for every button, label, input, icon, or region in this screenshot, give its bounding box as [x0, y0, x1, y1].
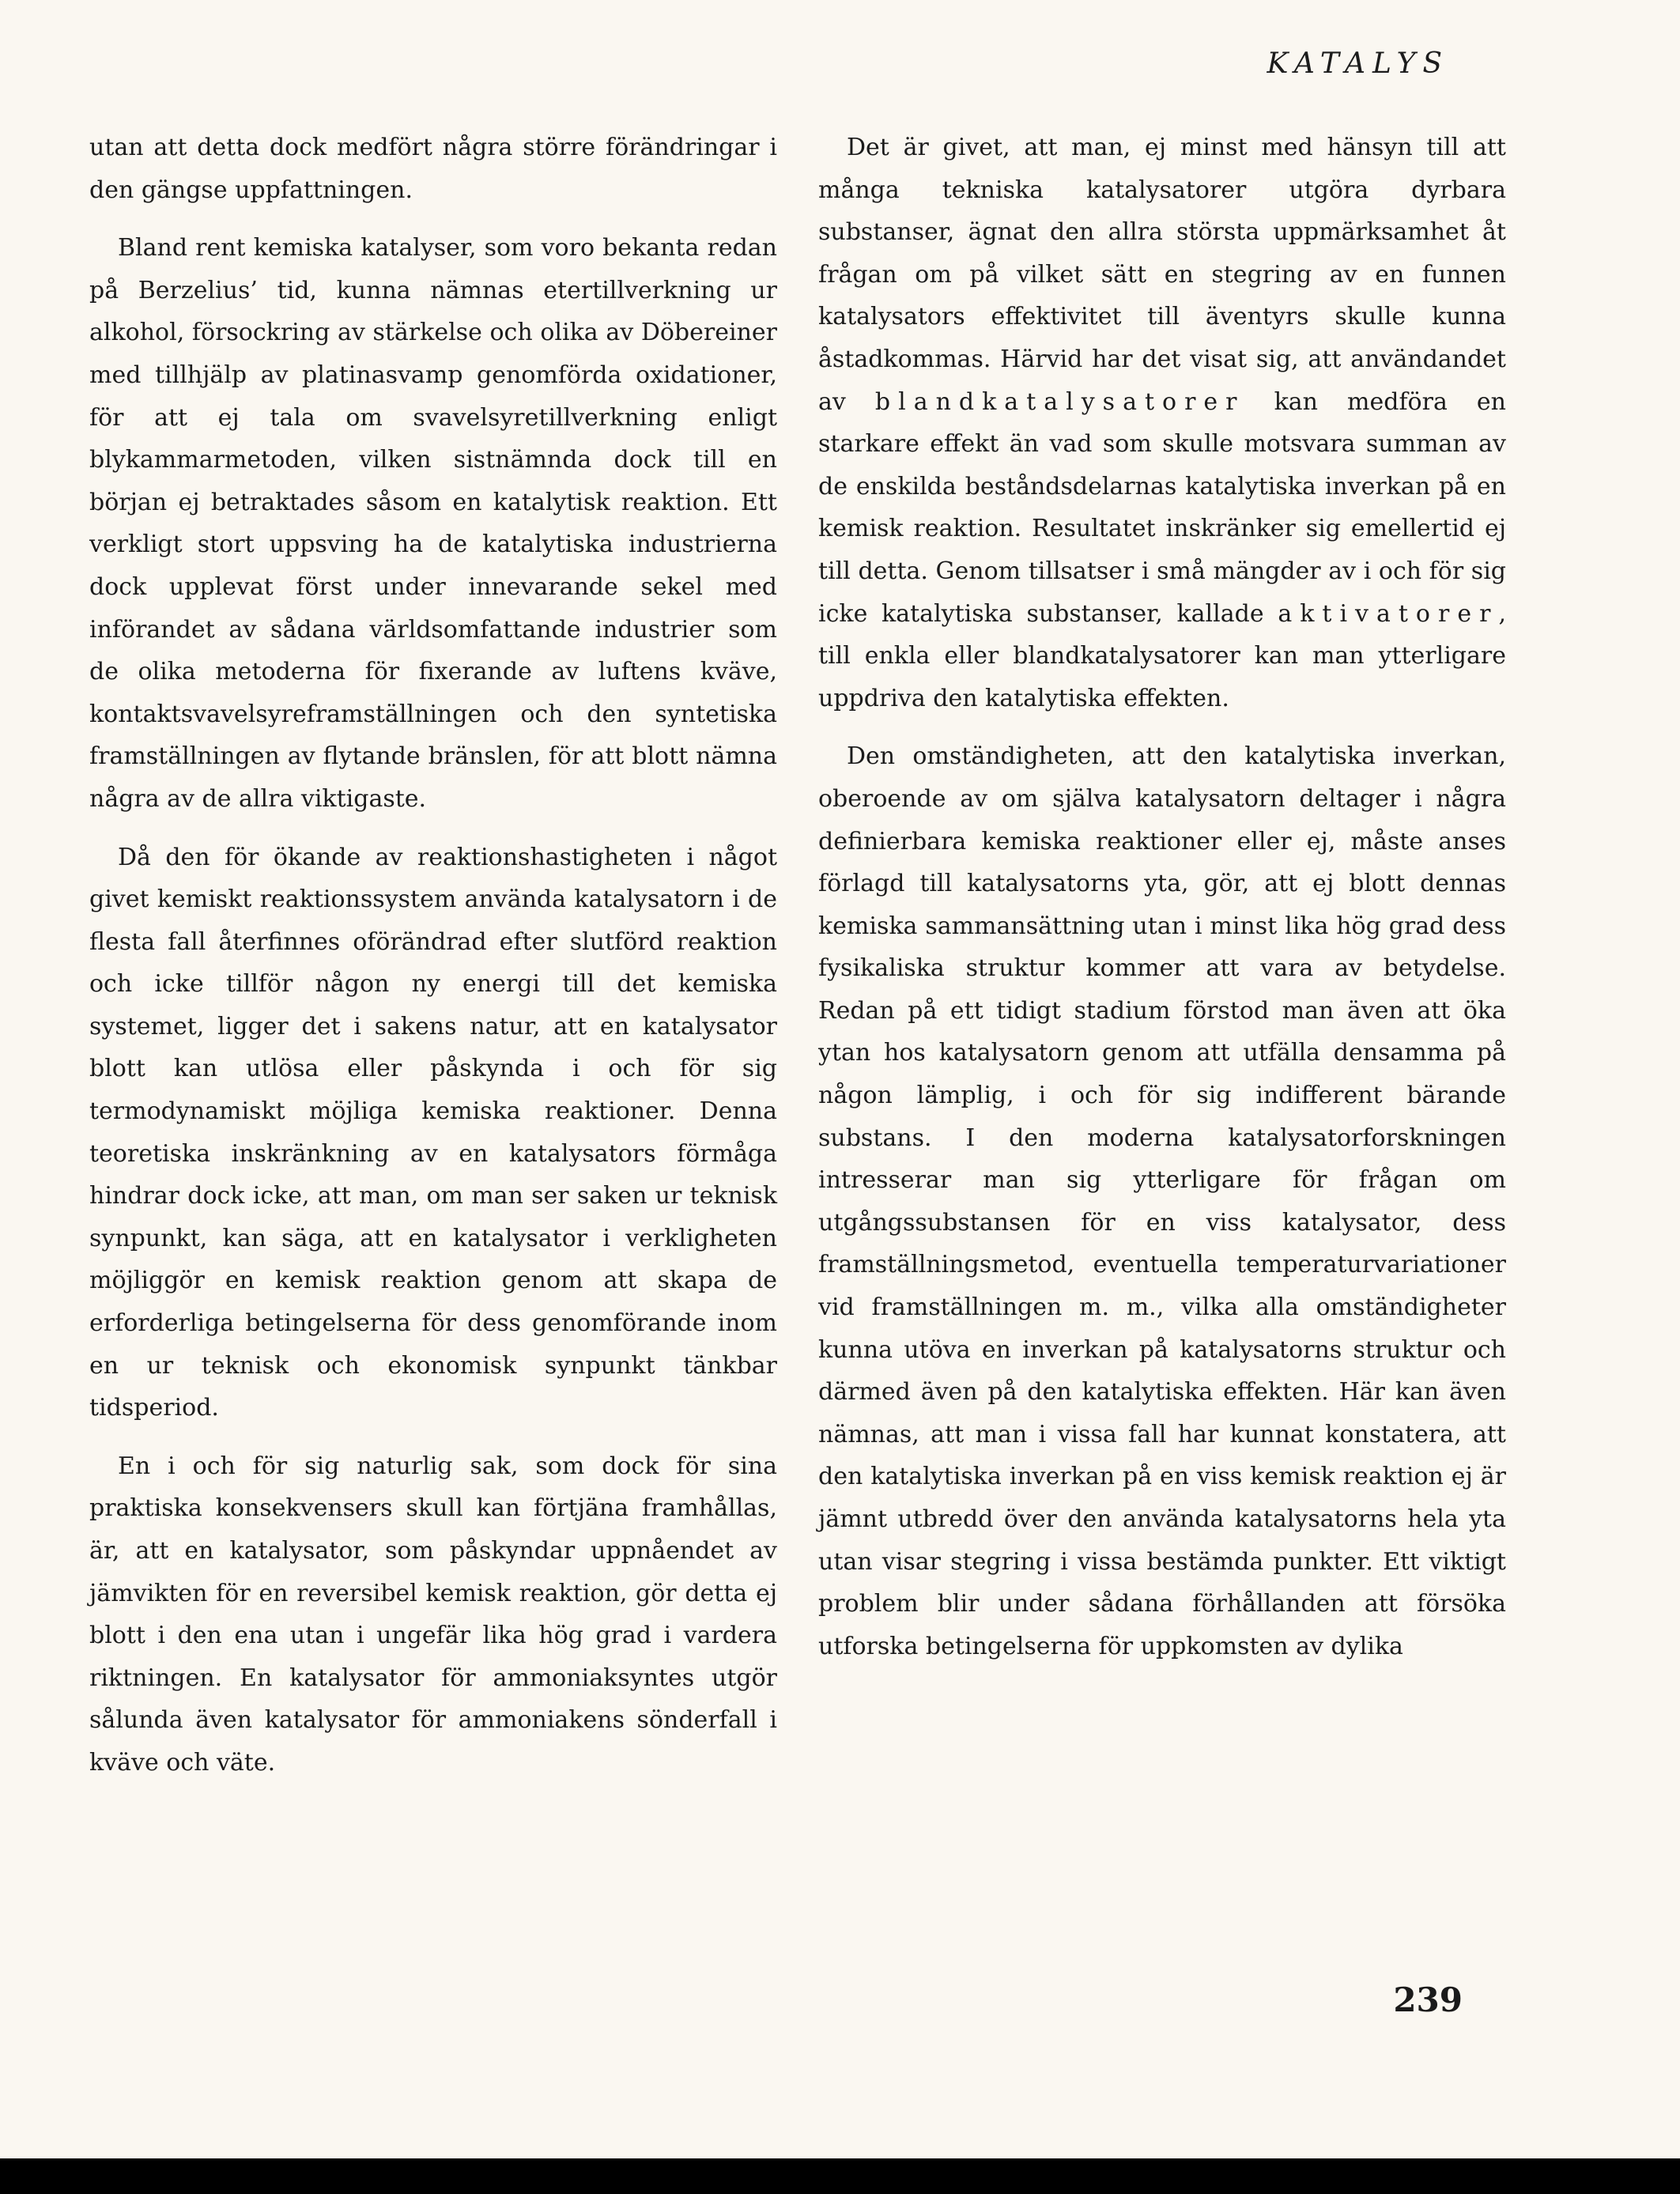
paragraph: Den omständigheten, att den katalytiska inverkan, oberoende av om själva katalysatorn deltager i några definierbara kemiska reaktioner eller ej, måste anses förlagd till katalysatorns yta, gör, att ej blott dennas kemiska sammansättning utan i minst lika hög grad dess fysikaliska struktur kommer att vara av betydelse. Redan på ett tidigt stadium förstod man även att öka ytan hos katalysatorn genom att utfälla densamma på någon lämplig, i och för sig indifferent bärande substans. I den moderna katalysatorforskningen intresserar man sig ytterligare för frågan om utgångssubstansen för en viss katalysator, dess framställningsmetod, eventuella temperaturvariationer vid framställningen m. m., vilka alla omständigheter kunna utöva en inverkan på katalysatorns struktur och därmed även på den katalytiska effekten. Här kan även nämnas, att man i vissa fall har kunnat konstatera, att den katalytiska inverkan på en viss kemisk reaktion ej är jämnt utbredd över den använda katalysatorns hela yta utan visar stegring i vissa bestämda punkter. Ett viktigt problem blir under sådana förhållanden att försöka utforska betingelserna för uppkomsten av dylika	[818, 742, 1506, 1660]
right-column	[818, 127, 1506, 1667]
page-number: 239	[1393, 1981, 1463, 2019]
left-column	[89, 127, 777, 1784]
running-head: KATALYS	[1267, 47, 1449, 80]
text-run: Det är givet, att man, ej minst med hänsyn till att många tekniska katalysatorer utgöra dyrbara substanser, ägnat den allra största uppmärksamhet åt frågan om på vilket sätt en stegring av en funnen katalysators effektivitet till äventyrs skulle kunna åstadkommas. Härvid har det visat sig, att användandet av	[818, 134, 1506, 416]
paragraph: utan att detta dock medfört några större förändringar i den gängse uppfattningen.	[89, 134, 777, 204]
paragraph: En i och för sig naturlig sak, som dock för sina praktiska konsekvensers skull kan förtjäna framhållas, är, att en katalysator, som påskyndar uppnåendet av jämvikten för en reversibel kemisk reaktion, gör detta ej blott i den ena utan i ungefär lika hög grad i vardera riktningen. En katalysator för ammoniaksyntes utgör sålunda även katalysator för ammoniakens sönderfall i kväve och väte.	[89, 1452, 777, 1777]
text-run: , till enkla eller blandkatalysatorer kan man ytterligare uppdriva den katalytiska effekten.	[818, 599, 1506, 712]
paragraph	[818, 127, 1506, 719]
paragraph: Då den för ökande av reaktionshastigheten i något givet kemiskt reaktionssystem använda katalysatorn i de flesta fall återfinnes oförändrad efter slutförd reaktion och icke tillför någon ny energi till det kemiska systemet, ligger det i sakens natur, att en katalysator blott kan utlösa eller påskynda i och för sig termodynamiskt möjliga kemiska reaktioner. Denna teoretiska inskränkning av en katalysators förmåga hindrar dock icke, att man, om man ser saken ur teknisk synpunkt, kan säga, att en katalysator i verkligheten möjliggör en kemisk reaktion genom att skapa de erforderliga betingelserna för dess genomförande inom en ur teknisk och ekonomisk synpunkt tänkbar tidsperiod.	[89, 843, 777, 1422]
paragraph: Bland rent kemiska katalyser, som voro bekanta redan på Berzelius’ tid, kunna nämnas etertillverkning ur alkohol, försockring av stärkelse och olika av Döbereiner med tillhjälp av platinasvamp genomförda oxidationer, för att ej tala om svavelsyretillverkning enligt blykammarmetoden, vilken sistnämnda dock till en början ej betraktades såsom en katalytisk reaktion. Ett verkligt stort uppsving ha de katalytiska industrierna dock upplevat först under innevarande sekel med införandet av sådana världsomfattande industrier som de olika metoderna för fixerande av luftens kväve, kontaktsvavelsyreframställningen och den syntetiska framställningen av flytande bränslen, för att blott nämna några av de allra viktigaste.	[89, 234, 777, 813]
spaced-term: aktivatorer	[1278, 599, 1499, 628]
spaced-term: blandkatalysatorer	[874, 387, 1245, 416]
text-run: kan medföra en starkare effekt än vad som skulle motsvara summan av de enskilda beståndsdelarnas katalytiska inverkan på en kemisk reaktion. Resultatet inskränker sig emellertid ej till detta. Genom tillsatser i små mängder av i och för sig icke katalytiska substanser, kallade	[818, 387, 1506, 628]
